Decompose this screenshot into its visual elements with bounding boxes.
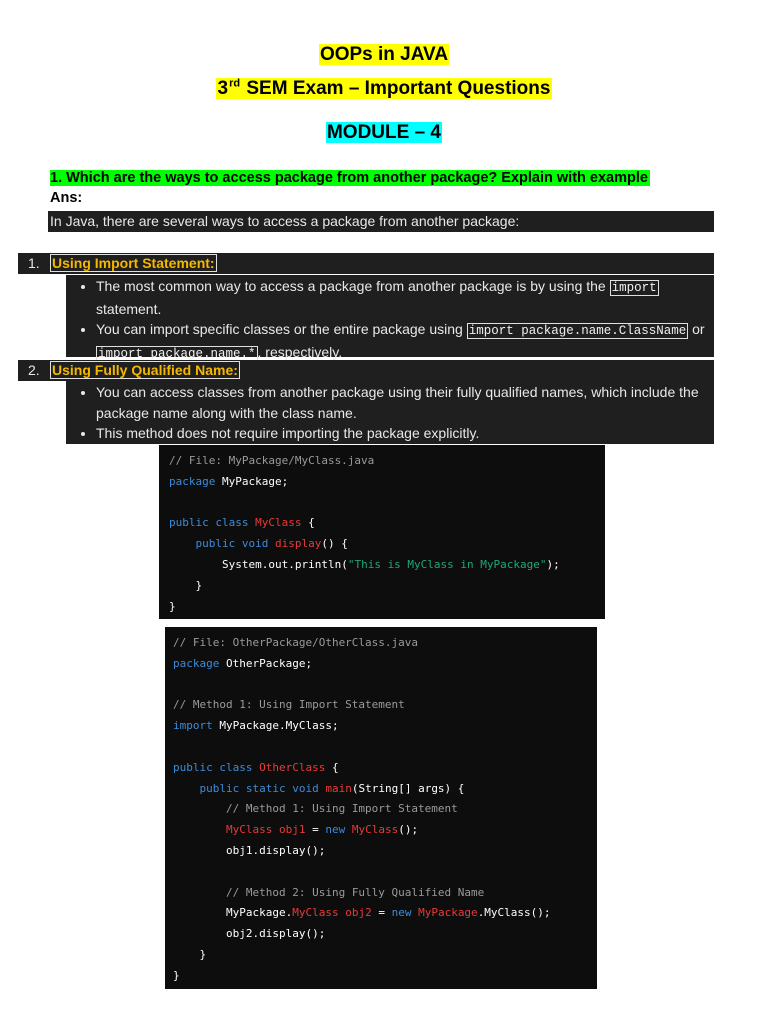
inline-code: import bbox=[611, 281, 657, 295]
sem-suffix: rd bbox=[229, 78, 241, 90]
code-text: ); bbox=[546, 557, 560, 571]
method-2-heading bbox=[18, 360, 714, 381]
code-text: } bbox=[169, 599, 176, 613]
method-1-heading bbox=[18, 253, 714, 274]
code-comment: // Method 1: Using Import Statement bbox=[225, 802, 458, 816]
code-text: MyPackage.MyClass; bbox=[212, 719, 339, 733]
intro-text: In Java, there are several ways to access a package from another package: bbox=[48, 211, 714, 232]
code-keyword: public class bbox=[169, 516, 249, 530]
code-keyword: public static void bbox=[199, 781, 319, 795]
code-text: = bbox=[371, 906, 392, 920]
question-text: 1. Which are the ways to access package from another package? Explain with example bbox=[50, 170, 648, 186]
code-keyword: public void bbox=[195, 537, 269, 551]
code-text: OtherPackage; bbox=[219, 656, 313, 670]
code-class-name: MyClass obj1 bbox=[225, 823, 306, 837]
code-text: (); bbox=[398, 823, 419, 837]
code-text: System.out.println( bbox=[221, 557, 348, 571]
code-string: "This is MyClass in MyPackage" bbox=[347, 557, 547, 571]
code-content bbox=[173, 633, 597, 987]
module-label: MODULE – 4 bbox=[326, 122, 442, 143]
code-block-myclass bbox=[159, 445, 605, 619]
code-content bbox=[169, 451, 605, 617]
bullet-text: or bbox=[688, 321, 705, 337]
code-class-name: MyPackage bbox=[418, 906, 478, 920]
method-1-bullet-1 bbox=[96, 276, 714, 319]
module-heading bbox=[0, 121, 768, 145]
code-text: } bbox=[195, 578, 203, 592]
code-class-name: MyClass obj2 bbox=[292, 906, 372, 920]
method-1-title: Using Import Statement: bbox=[52, 255, 215, 271]
code-text: } bbox=[173, 968, 180, 982]
method-2-number: 2. bbox=[28, 362, 40, 378]
code-keyword: public class bbox=[173, 760, 253, 774]
bullet-text: statement. bbox=[96, 300, 162, 317]
code-class-name: MyClass bbox=[351, 823, 399, 837]
exam-subtitle-text bbox=[216, 78, 553, 99]
inline-code: import package.name.* bbox=[98, 346, 256, 361]
code-text: obj1.display(); bbox=[225, 843, 326, 857]
code-keyword: package bbox=[169, 474, 216, 488]
code-comment: // File: MyPackage/MyClass.java bbox=[169, 454, 375, 467]
answer-label: Ans: bbox=[50, 190, 83, 206]
code-method-name: display bbox=[274, 537, 322, 551]
code-class-name: MyClass bbox=[255, 516, 302, 530]
method-2-title: Using Fully Qualified Name: bbox=[52, 362, 238, 378]
code-keyword: import bbox=[173, 719, 213, 733]
code-text: .MyClass(); bbox=[477, 906, 551, 920]
code-text: { bbox=[301, 516, 315, 530]
method-1-bullets bbox=[66, 275, 714, 361]
question bbox=[50, 169, 650, 187]
inline-code: import package.name.ClassName bbox=[468, 324, 687, 338]
sem-rest: SEM Exam – Important Questions bbox=[241, 78, 551, 100]
code-text: obj2.display(); bbox=[225, 927, 326, 941]
method-2-bullet-1: • You can access classes from another package using their fully qualified names, which include the package name along with the class name. bbox=[96, 382, 714, 423]
code-method-name: main bbox=[325, 781, 352, 795]
code-text: } bbox=[199, 947, 207, 961]
code-keyword: package bbox=[173, 656, 220, 670]
method-2-bullets bbox=[66, 381, 714, 444]
document-title bbox=[0, 43, 768, 67]
course-title: OOPs in JAVA bbox=[319, 44, 449, 65]
sem-number: 3 bbox=[217, 78, 229, 100]
bullet-text: The most common way to access a package from another package is by using the bbox=[96, 278, 610, 294]
code-text: MyPackage. bbox=[225, 906, 293, 920]
bullet-text: You can import specific classes or the entire package using bbox=[96, 321, 467, 337]
method-1-bullet-2 bbox=[96, 319, 714, 364]
code-text: = bbox=[305, 823, 326, 837]
method-1-number: 1. bbox=[28, 255, 40, 271]
code-text: MyPackage; bbox=[215, 474, 289, 488]
code-keyword: new bbox=[391, 906, 412, 920]
bullet-text: , respectively. bbox=[257, 343, 343, 360]
code-block-otherclass bbox=[165, 627, 597, 989]
code-comment: // Method 2: Using Fully Qualified Name bbox=[225, 885, 485, 899]
code-comment: // Method 1: Using Import Statement bbox=[173, 698, 405, 712]
code-text: () { bbox=[321, 537, 348, 551]
code-class-name: OtherClass bbox=[259, 760, 326, 774]
method-2-bullet-2: • This method does not require importing the package explicitly. bbox=[96, 423, 714, 444]
exam-subtitle bbox=[0, 72, 768, 101]
code-keyword: new bbox=[325, 823, 346, 837]
code-comment: // File: OtherPackage/OtherClass.java bbox=[173, 636, 419, 649]
code-text: (String[] args) { bbox=[351, 781, 465, 795]
code-text: { bbox=[325, 760, 339, 774]
